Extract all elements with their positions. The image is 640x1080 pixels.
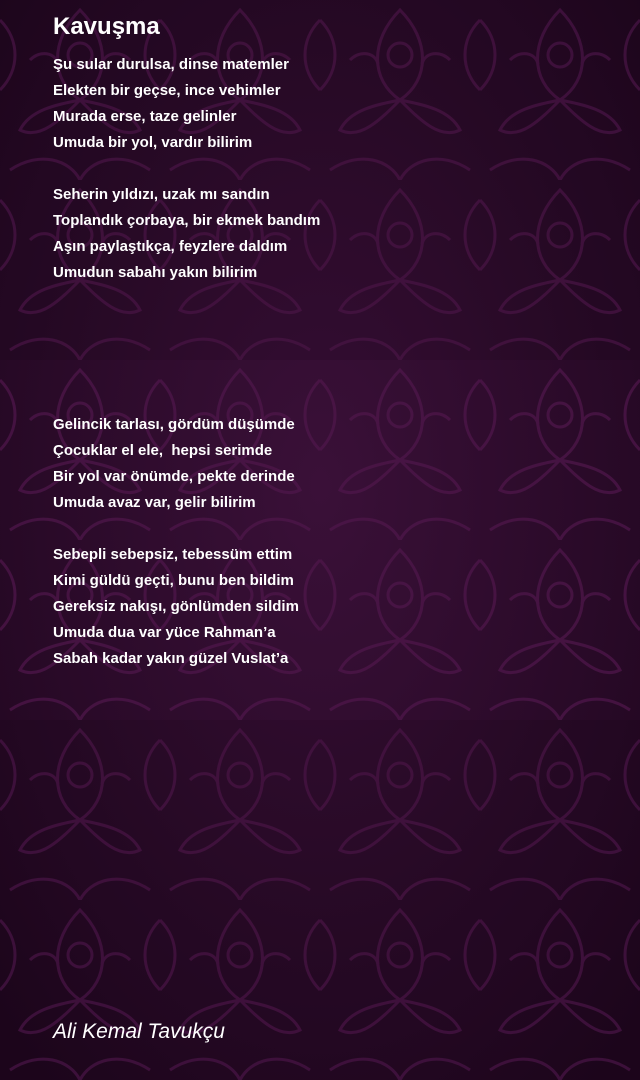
stanza-4 [53, 542, 299, 672]
poem-line: Umuda dua var yüce Rahman’a [53, 624, 276, 641]
poem-line: Elekten bir geçse, ince vehimler [53, 82, 281, 99]
poem-line: Aşın paylaştıkça, feyzlere daldım [53, 238, 288, 255]
poem-line: Çocuklar el ele, hepsi serimde [53, 442, 273, 459]
poem-line: Bir yol var önümde, pekte derinde [53, 468, 295, 485]
poem-line: Umuda bir yol, vardır bilirim [53, 134, 253, 151]
poem-line: Murada erse, taze gelinler [53, 108, 237, 125]
stanza-3 [53, 412, 295, 516]
poem-line: Şu sular durulsa, dinse matemler [53, 56, 289, 73]
poem-line: Umuda avaz var, gelir bilirim [53, 494, 256, 511]
poem-author: Ali Kemal Tavukçu [53, 1020, 225, 1043]
poem-line: Gereksiz nakışı, gönlümden sildim [53, 598, 299, 615]
poem-title: Kavuşma [53, 13, 160, 40]
poem-line: Seherin yıldızı, uzak mı sandın [53, 186, 270, 203]
poem-line: Gelincik tarlası, gördüm düşümde [53, 416, 295, 433]
poem-line: Toplandık çorbaya, bir ekmek bandım [53, 212, 321, 229]
stanza-1 [53, 52, 289, 156]
poem-line: Kimi güldü geçti, bunu ben bildim [53, 572, 294, 589]
poem-line: Sabah kadar yakın güzel Vuslat’a [53, 650, 289, 667]
stanza-2 [53, 182, 320, 286]
poem-line: Umudun sabahı yakın bilirim [53, 264, 258, 281]
poem-line: Sebepli sebepsiz, tebessüm ettim [53, 546, 293, 563]
